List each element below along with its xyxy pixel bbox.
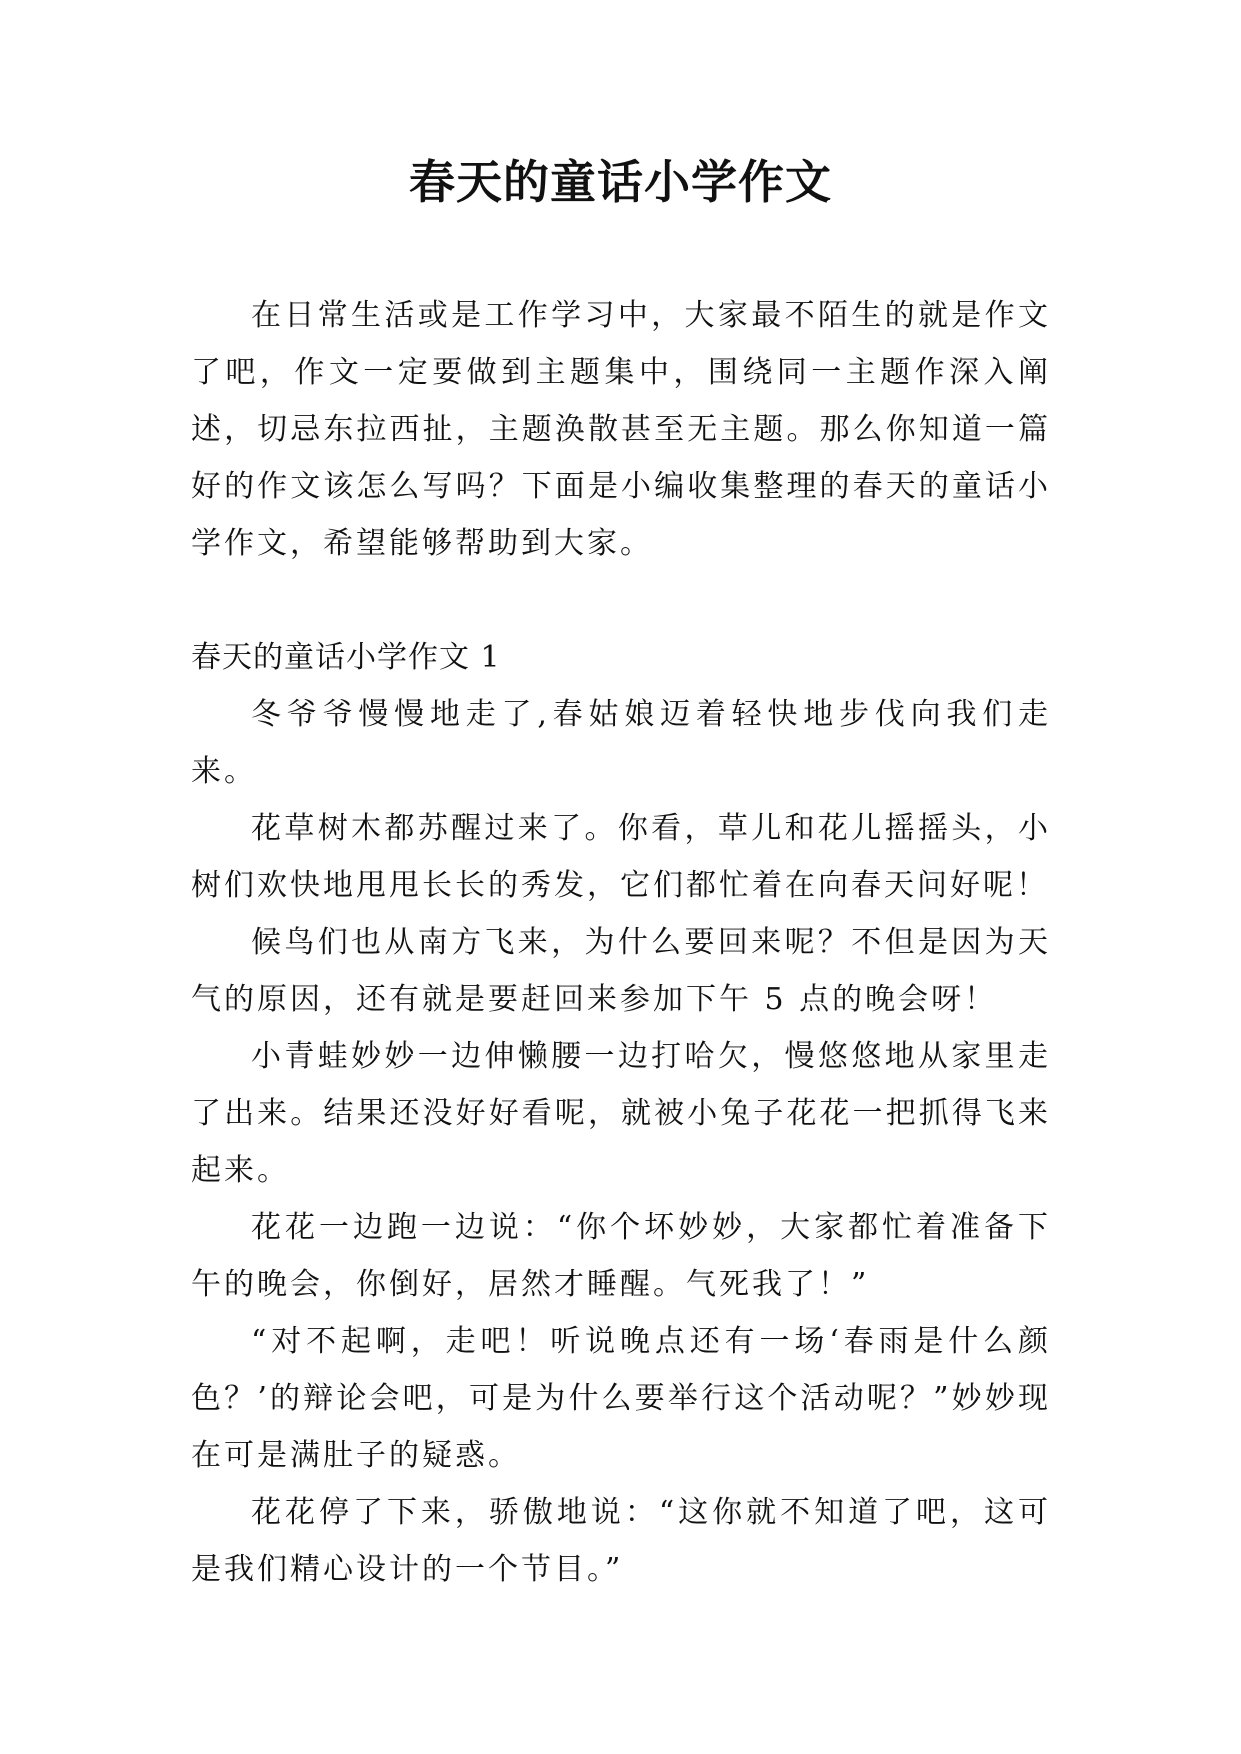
body-paragraph: 候鸟们也从南方飞来，为什么要回来呢？不但是因为天气的原因，还有就是要赶回来参加下午 5 点的晚会呀！ xyxy=(191,925,1051,1017)
document-body xyxy=(191,287,1051,1598)
body-paragraph: 冬爷爷慢慢地走了,春姑娘迈着轻快地步伐向我们走来。 xyxy=(191,697,1051,789)
body-paragraph: 小青蛙妙妙一边伸懒腰一边打哈欠，慢悠悠地从家里走了出来。结果还没好好看呢，就被小兔子花花一把抓得飞来起来。 xyxy=(191,1039,1051,1188)
intro-paragraph: 在日常生活或是工作学习中，大家最不陌生的就是作文了吧，作文一定要做到主题集中，围绕同一主题作深入阐述，切忌东拉西扯，主题涣散甚至无主题。那么你知道一篇好的作文该怎么写吗？下面是小编收集整理的春天的童话小学作文，希望能够帮助到大家。 xyxy=(191,298,1051,561)
document-title: 春天的童话小学作文 xyxy=(409,155,832,209)
section-heading: 春天的童话小学作文 1 xyxy=(191,640,501,675)
body-paragraph: 花花停了下来，骄傲地说：“这你就不知道了吧，这可是我们精心设计的一个节目。” xyxy=(191,1495,1051,1587)
body-paragraph: 花花一边跑一边说：“你个坏妙妙，大家都忙着准备下午的晚会，你倒好，居然才睡醒。气死我了！” xyxy=(191,1210,1051,1302)
body-paragraph: 花草树木都苏醒过来了。你看，草儿和花儿摇摇头，小树们欢快地甩甩长长的秀发，它们都忙着在向春天问好呢！ xyxy=(191,811,1051,903)
body-paragraph: “对不起啊，走吧！听说晚点还有一场‘春雨是什么颜色？’的辩论会吧，可是为什么要举行这个活动呢？”妙妙现在可是满肚子的疑惑。 xyxy=(191,1324,1051,1473)
